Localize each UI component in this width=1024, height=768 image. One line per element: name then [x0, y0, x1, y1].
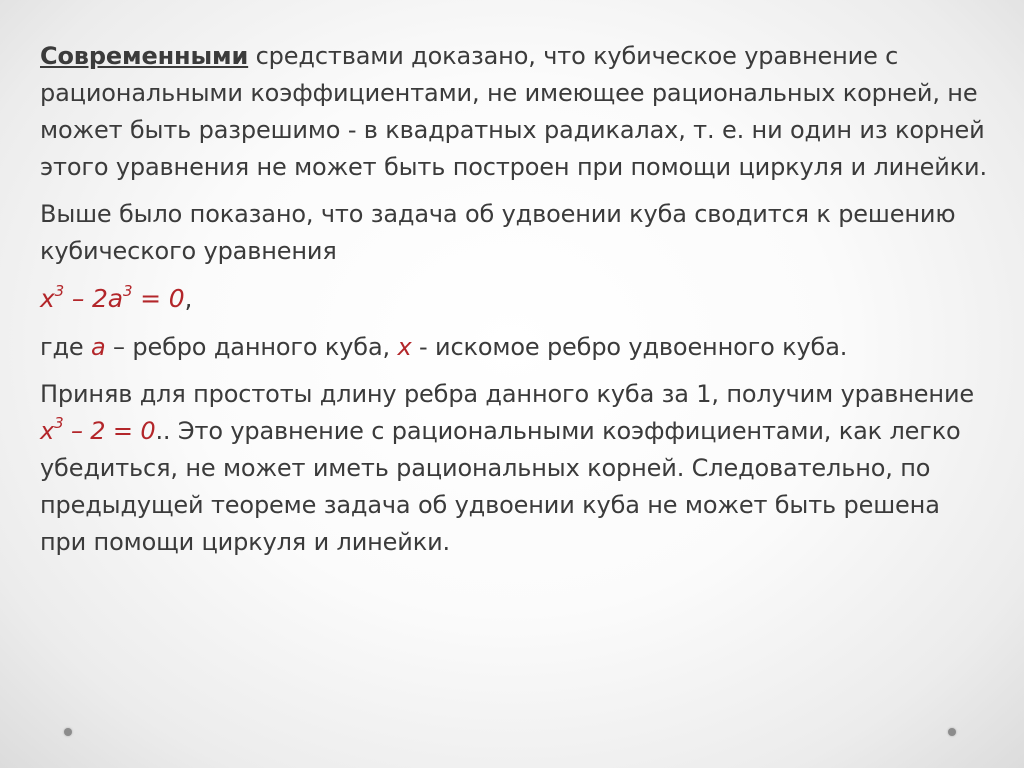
- eq-rhs: = 0: [132, 284, 185, 313]
- math-var-x: x: [397, 333, 412, 361]
- eq-term: – 2a: [64, 284, 123, 313]
- paragraph-text: .. Это уравнение с рациональными коэффициентами, как легко убедиться, не может иметь рациональных корней. Следовательно, по предыдущей теореме задача об удвоении куба не может быть решена при помощи циркуля и линейки.: [40, 417, 961, 556]
- paragraph-text: Приняв для простоты длину ребра данного куба за 1, получим уравнение: [40, 380, 975, 408]
- cubic-equation: [40, 280, 988, 317]
- eq-exponent: 3: [54, 281, 65, 300]
- equation-formula: [40, 281, 185, 313]
- math-exponent: 3: [54, 414, 64, 432]
- emphasized-word: Современными: [40, 42, 249, 70]
- eq-trailing-comma: ,: [184, 284, 193, 313]
- math-rest: – 2 = 0: [63, 417, 156, 445]
- math-var-a: a: [91, 333, 106, 361]
- inline-equation: [40, 414, 156, 445]
- decorative-dot-left: [64, 728, 72, 736]
- eq-var-x: x: [40, 284, 55, 313]
- paragraph-theorem: [40, 38, 988, 186]
- decorative-dot-right: [948, 728, 956, 736]
- slide-text: [40, 38, 988, 571]
- paragraph-text: где: [40, 333, 91, 361]
- paragraph-reduction: Выше было показано, что задача об удвоении куба сводится к решению кубического уравнения: [40, 200, 956, 265]
- paragraph-text: – ребро данного куба,: [105, 333, 398, 361]
- eq-exponent: 3: [122, 281, 133, 300]
- paragraph-definitions: [40, 329, 988, 366]
- paragraph-text: - искомое ребро удвоенного куба.: [411, 333, 848, 361]
- paragraph-conclusion: [40, 376, 988, 561]
- paragraph-text: средствами доказано, что кубическое уравнение с рациональными коэффициентами, не имеющее рациональных корней, не может быть разрешимо - в квадратных радикалах, т. е. ни один из корней этого уравнения не может быть построен при помощи циркуля и линейки.: [40, 42, 987, 181]
- math-var-x: x: [40, 417, 55, 445]
